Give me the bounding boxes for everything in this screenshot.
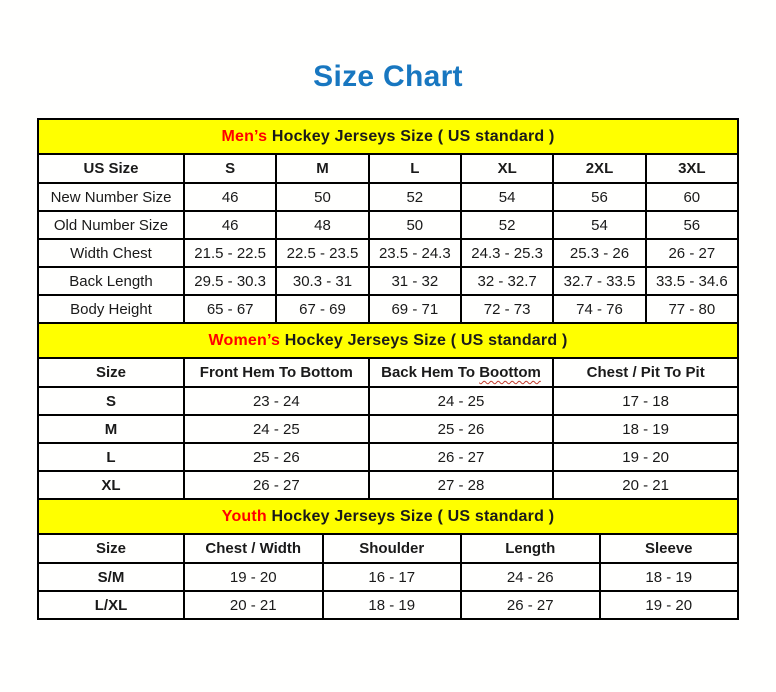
value-cell: 26 - 27 bbox=[646, 239, 738, 267]
value-cell: 32.7 - 33.5 bbox=[553, 267, 645, 295]
value-cell: 72 - 73 bbox=[461, 295, 553, 323]
row-label: L bbox=[38, 443, 184, 471]
value-cell: 46 bbox=[184, 211, 276, 239]
value-cell: 48 bbox=[276, 211, 368, 239]
header-row bbox=[38, 534, 738, 563]
row-label: Width Chest bbox=[38, 239, 184, 267]
value-cell: 19 - 20 bbox=[600, 591, 739, 619]
column-header: US Size bbox=[38, 154, 184, 183]
misspelled-word: Boottom bbox=[479, 364, 541, 381]
youth-size-table bbox=[37, 498, 739, 620]
column-header: Size bbox=[38, 534, 184, 563]
value-cell: 69 - 71 bbox=[369, 295, 461, 323]
value-cell: 19 - 20 bbox=[553, 443, 738, 471]
value-cell: 27 - 28 bbox=[369, 471, 554, 499]
womens-size-table bbox=[37, 322, 739, 500]
value-cell: 56 bbox=[646, 211, 738, 239]
column-header: L bbox=[369, 154, 461, 183]
column-header: Front Hem To Bottom bbox=[184, 358, 369, 387]
value-cell: 23 - 24 bbox=[184, 387, 369, 415]
column-header: S bbox=[184, 154, 276, 183]
table-row bbox=[38, 183, 738, 211]
column-header: XL bbox=[461, 154, 553, 183]
column-header-misspelled bbox=[369, 358, 554, 387]
row-label: Back Length bbox=[38, 267, 184, 295]
value-cell: 46 bbox=[184, 183, 276, 211]
column-header: 3XL bbox=[646, 154, 738, 183]
womens-band-title bbox=[38, 323, 738, 358]
table-row bbox=[38, 443, 738, 471]
table-band bbox=[38, 499, 738, 534]
table-row bbox=[38, 471, 738, 499]
table-band bbox=[38, 323, 738, 358]
value-cell: 32 - 32.7 bbox=[461, 267, 553, 295]
value-cell: 21.5 - 22.5 bbox=[184, 239, 276, 267]
table-row bbox=[38, 239, 738, 267]
band-highlight: Women’s bbox=[208, 331, 281, 349]
column-header: Chest / Pit To Pit bbox=[553, 358, 738, 387]
band-highlight: Youth bbox=[221, 507, 267, 525]
table-row bbox=[38, 295, 738, 323]
value-cell: 20 - 21 bbox=[553, 471, 738, 499]
value-cell: 25 - 26 bbox=[184, 443, 369, 471]
value-cell: 50 bbox=[276, 183, 368, 211]
row-label: Old Number Size bbox=[38, 211, 184, 239]
value-cell: 24 - 25 bbox=[369, 387, 554, 415]
value-cell: 24.3 - 25.3 bbox=[461, 239, 553, 267]
value-cell: 29.5 - 30.3 bbox=[184, 267, 276, 295]
table-band bbox=[38, 119, 738, 154]
value-cell: 65 - 67 bbox=[184, 295, 276, 323]
row-label: L/XL bbox=[38, 591, 184, 619]
column-header: M bbox=[276, 154, 368, 183]
value-cell: 22.5 - 23.5 bbox=[276, 239, 368, 267]
row-label: S bbox=[38, 387, 184, 415]
table-row bbox=[38, 563, 738, 591]
column-header: Length bbox=[461, 534, 600, 563]
value-cell: 25.3 - 26 bbox=[553, 239, 645, 267]
youth-band-title bbox=[38, 499, 738, 534]
header-row bbox=[38, 154, 738, 183]
value-cell: 18 - 19 bbox=[553, 415, 738, 443]
table-row bbox=[38, 591, 738, 619]
value-cell: 26 - 27 bbox=[369, 443, 554, 471]
value-cell: 31 - 32 bbox=[369, 267, 461, 295]
header-row bbox=[38, 358, 738, 387]
band-highlight: Men’s bbox=[221, 127, 268, 145]
header-text: Back Hem To bbox=[381, 364, 476, 381]
column-header: Size bbox=[38, 358, 184, 387]
table-row bbox=[38, 387, 738, 415]
row-label: S/M bbox=[38, 563, 184, 591]
column-header: Chest / Width bbox=[184, 534, 323, 563]
value-cell: 18 - 19 bbox=[600, 563, 739, 591]
value-cell: 24 - 25 bbox=[184, 415, 369, 443]
value-cell: 25 - 26 bbox=[369, 415, 554, 443]
table-row bbox=[38, 267, 738, 295]
table-row bbox=[38, 415, 738, 443]
value-cell: 67 - 69 bbox=[276, 295, 368, 323]
band-text: Hockey Jerseys Size ( US standard ) bbox=[280, 331, 568, 349]
column-header: Sleeve bbox=[600, 534, 739, 563]
value-cell: 26 - 27 bbox=[184, 471, 369, 499]
value-cell: 26 - 27 bbox=[461, 591, 600, 619]
value-cell: 30.3 - 31 bbox=[276, 267, 368, 295]
value-cell: 23.5 - 24.3 bbox=[369, 239, 461, 267]
band-text: Hockey Jerseys Size ( US standard ) bbox=[267, 127, 555, 145]
band-text: Hockey Jerseys Size ( US standard ) bbox=[266, 507, 555, 525]
value-cell: 54 bbox=[461, 183, 553, 211]
value-cell: 60 bbox=[646, 183, 738, 211]
value-cell: 17 - 18 bbox=[553, 387, 738, 415]
value-cell: 74 - 76 bbox=[553, 295, 645, 323]
column-header: 2XL bbox=[553, 154, 645, 183]
value-cell: 19 - 20 bbox=[184, 563, 323, 591]
row-label: M bbox=[38, 415, 184, 443]
value-cell: 52 bbox=[461, 211, 553, 239]
mens-size-table bbox=[37, 118, 739, 324]
value-cell: 33.5 - 34.6 bbox=[646, 267, 738, 295]
value-cell: 16 - 17 bbox=[323, 563, 462, 591]
value-cell: 77 - 80 bbox=[646, 295, 738, 323]
row-label: Body Height bbox=[38, 295, 184, 323]
value-cell: 50 bbox=[369, 211, 461, 239]
mens-band-title bbox=[38, 119, 738, 154]
value-cell: 18 - 19 bbox=[323, 591, 462, 619]
table-row bbox=[38, 211, 738, 239]
page-title: Size Chart bbox=[313, 60, 463, 93]
value-cell: 24 - 26 bbox=[461, 563, 600, 591]
column-header: Shoulder bbox=[323, 534, 462, 563]
value-cell: 56 bbox=[553, 183, 645, 211]
row-label: New Number Size bbox=[38, 183, 184, 211]
value-cell: 20 - 21 bbox=[184, 591, 323, 619]
value-cell: 54 bbox=[553, 211, 645, 239]
row-label: XL bbox=[38, 471, 184, 499]
value-cell: 52 bbox=[369, 183, 461, 211]
